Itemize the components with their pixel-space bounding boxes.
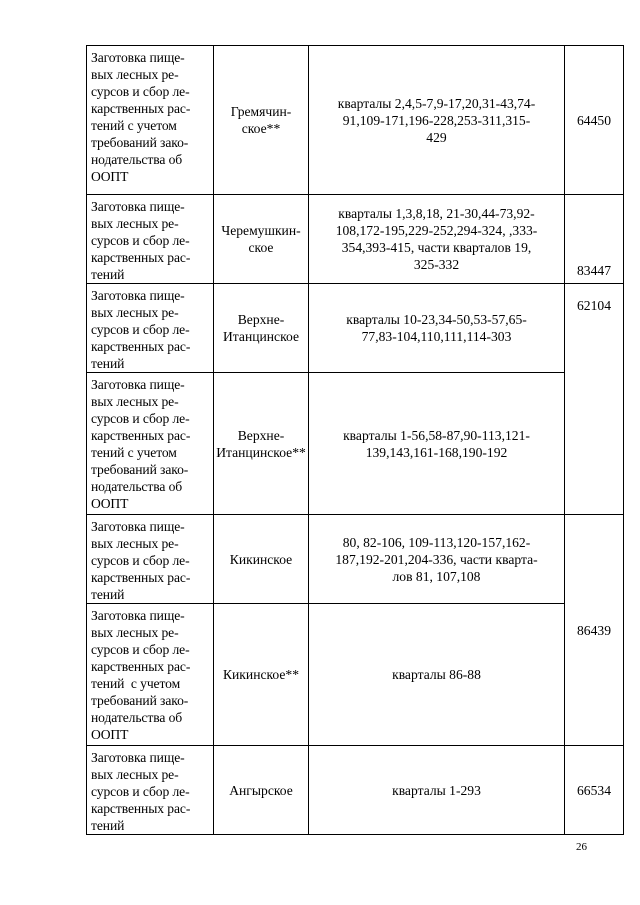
table-row bbox=[87, 46, 624, 195]
forestry-cell: Гремячин- ское** bbox=[214, 46, 309, 195]
forestry-cell: Кикинское bbox=[214, 515, 309, 604]
forestry-cell: Черемушкин- ское bbox=[214, 195, 309, 284]
table-row bbox=[87, 373, 624, 515]
quarters-cell: кварталы 10-23,34-50,53-57,65- 77,83-104,110,111,114-303 bbox=[309, 284, 565, 373]
table-row bbox=[87, 195, 624, 284]
purpose-cell: Заготовка пище- вых лесных ре- сурсов и сбор ле- карственных рас- тений с учетом требований зако- нодательства об ООПТ bbox=[87, 46, 214, 195]
area-cell: 66534 bbox=[565, 746, 624, 835]
area-cell: 64450 bbox=[565, 46, 624, 195]
purpose-cell: Заготовка пище- вых лесных ре- сурсов и сбор ле- карственных рас- тений bbox=[87, 195, 214, 284]
forestry-cell: Верхне- Итанцинское bbox=[214, 284, 309, 373]
table-row bbox=[87, 284, 624, 373]
purpose-cell: Заготовка пище- вых лесных ре- сурсов и сбор ле- карственных рас- тений bbox=[87, 515, 214, 604]
purpose-cell: Заготовка пище- вых лесных ре- сурсов и сбор ле- карственных рас- тений с учетом требований зако- нодательства об ООПТ bbox=[87, 373, 214, 515]
forest-use-table bbox=[86, 45, 624, 835]
purpose-cell: Заготовка пище- вых лесных ре- сурсов и сбор ле- карственных рас- тений bbox=[87, 284, 214, 373]
quarters-cell: кварталы 1,3,8,18, 21-30,44-73,92- 108,172-195,229-252,294-324, ,333- 354,393-415, части кварталов 19, 325-332 bbox=[309, 195, 565, 284]
quarters-cell: кварталы 1-56,58-87,90-113,121- 139,143,161-168,190-192 bbox=[309, 373, 565, 515]
purpose-cell: Заготовка пище- вых лесных ре- сурсов и сбор ле- карственных рас- тений с учетом требований зако- нодательства об ООПТ bbox=[87, 604, 214, 746]
forestry-cell: Верхне- Итанцинское** bbox=[214, 373, 309, 515]
forestry-cell: Ангырское bbox=[214, 746, 309, 835]
table-row bbox=[87, 746, 624, 835]
quarters-cell: кварталы 2,4,5-7,9-17,20,31-43,74- 91,109-171,196-228,253-311,315- 429 bbox=[309, 46, 565, 195]
page-number: 26 bbox=[576, 841, 587, 853]
area-cell: 62104 bbox=[565, 284, 624, 515]
forestry-cell: Кикинское** bbox=[214, 604, 309, 746]
quarters-cell: кварталы 1-293 bbox=[309, 746, 565, 835]
quarters-cell: кварталы 86-88 bbox=[309, 604, 565, 746]
area-cell: 83447 bbox=[565, 195, 624, 284]
quarters-cell: 80, 82-106, 109-113,120-157,162- 187,192-201,204-336, части кварта- лов 81, 107,108 bbox=[309, 515, 565, 604]
purpose-cell: Заготовка пище- вых лесных ре- сурсов и сбор ле- карственных рас- тений bbox=[87, 746, 214, 835]
area-cell: 86439 bbox=[565, 515, 624, 746]
table-row bbox=[87, 604, 624, 746]
table-row bbox=[87, 515, 624, 604]
